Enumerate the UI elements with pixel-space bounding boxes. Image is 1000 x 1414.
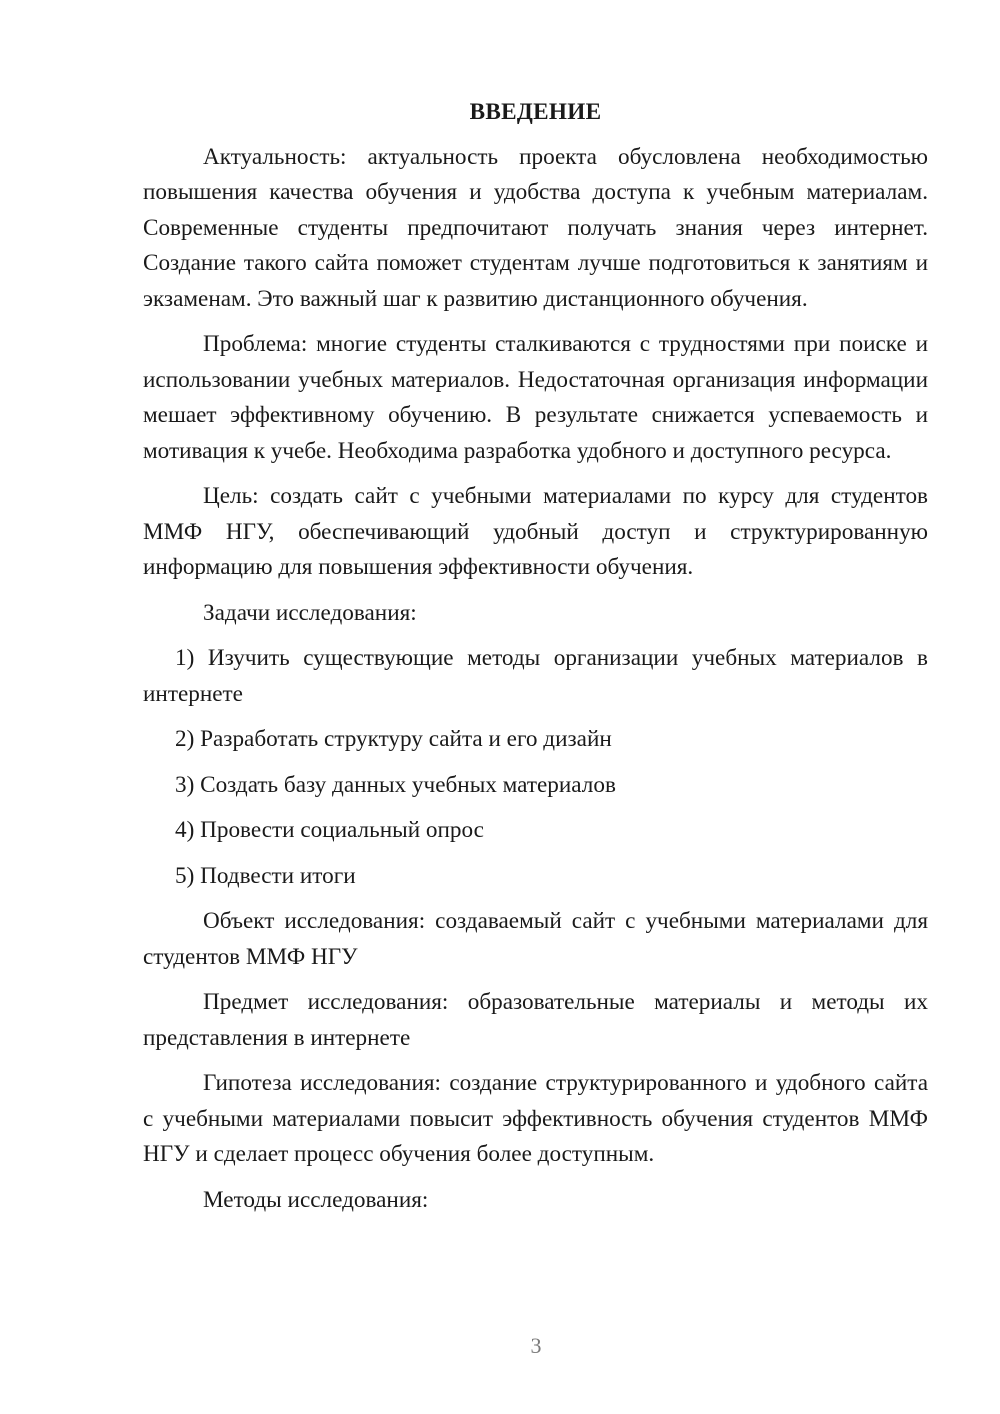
task-item-2: 2) Разработать структуру сайта и его дизайн	[175, 726, 612, 752]
methods-intro: Методы исследования:	[203, 1186, 429, 1213]
object-paragraph: Объект исследования: создаваемый сайт с учебными материалами для студентов ММФ НГУ	[143, 908, 928, 970]
goal-paragraph: Цель: создать сайт с учебными материалами по курсу для студентов ММФ НГУ, обеспечивающий удобный доступ и структурированную информацию для повышения эффективности обучения.	[143, 483, 928, 580]
page-content	[143, 95, 928, 1228]
hypothesis-paragraph: Гипотеза исследования: создание структурированного и удобного сайта с учебными материалами повысит эффективность обучения студентов ММФ НГУ и сделает процесс обучения более доступным.	[143, 1070, 928, 1167]
task-item-1: 1) Изучить существующие методы организации учебных материалов в интернете	[143, 645, 928, 707]
page-number: 3	[530, 1333, 542, 1358]
task-item-3: 3) Создать базу данных учебных материалов	[175, 771, 616, 798]
problem-paragraph: Проблема: многие студенты сталкиваются с трудностями при поиске и использовании учебных материалов. Недостаточная организация информации мешает эффективному обучению. В результате снижается успеваемость и мотивация к учебе. Необходима разработка удобного и доступного ресурса.	[143, 331, 928, 464]
relevance-paragraph: Актуальность: актуальность проекта обусловлена необходимостью повышения качества обучения и удобства доступа к учебным материалам. Современные студенты предпочитают получать знания через интернет. Создание такого сайта поможет студентам лучше подготовиться к занятиям и экзаменам. Это важный шаг к развитию дистанционного обучения.	[143, 143, 928, 312]
tasks-intro: Задачи исследования:	[203, 599, 417, 626]
subject-paragraph: Предмет исследования: образовательные материалы и методы их представления в интернете	[143, 989, 928, 1051]
task-item-4: 4) Провести социальный опрос	[175, 817, 484, 843]
task-item-5: 5) Подвести итоги	[175, 862, 356, 889]
section-heading: ВВЕДЕНИЕ	[469, 99, 602, 125]
